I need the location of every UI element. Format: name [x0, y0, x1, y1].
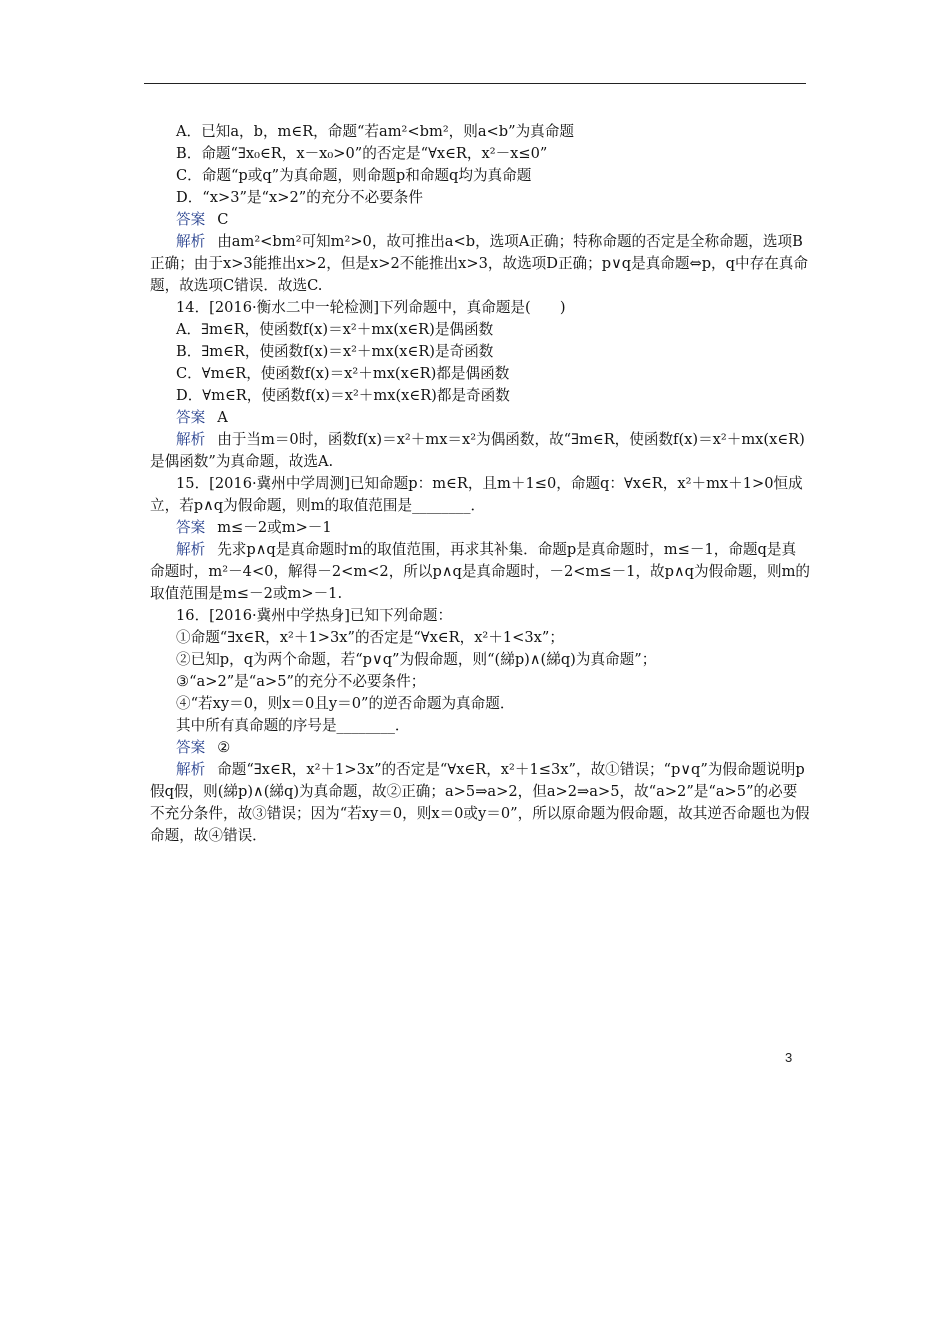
q16-answer	[150, 737, 810, 759]
answer-label: 答案	[176, 211, 206, 228]
q14-stem: 14．[2016·衡水二中一轮检测]下列命题中，真命题是( )	[176, 299, 566, 316]
page-number: 3	[785, 1050, 793, 1065]
q13-option-c: C．命题“p或q”为真命题，则命题p和命题q均为真命题	[176, 167, 532, 184]
q15-stem	[150, 473, 810, 517]
q15-explanation	[150, 539, 810, 605]
q13-option-d: D．“x>3”是“x>2”的充分不必要条件	[176, 189, 423, 206]
explanation-text: 命题“∃x∈R，x²＋1>3x”的否定是“∀x∈R，x²＋1≤3x”，故①错误；“p∨q”为假命题说明p假q假，则(綈p)∧(綈q)为真命题，故②正确；a>5⇒a>2，但a>2⇒a>5，故“a>2”是“a>5”的必要不充分条件，故③错误；因为“若xy＝0，则x＝0或y＝0”，所以原命题为假命题，故其逆否命题也为假命题，故④错误．	[150, 761, 810, 844]
q14-option-d: D．∀m∈R，使函数f(x)＝x²＋mx(x∈R)都是奇函数	[176, 387, 510, 404]
explanation-label: 解析	[176, 541, 206, 558]
q16-item-1: ①命题“∃x∈R，x²＋1>3x”的否定是“∀x∈R，x²＋1<3x”；	[176, 629, 564, 646]
q15-stem-text: 15．[2016·冀州中学周测]已知命题p：m∈R，且m＋1≤0，命题q：∀x∈R，x²＋mx＋1>0恒成立，若p∧q为假命题，则m的取值范围是________．	[150, 475, 803, 514]
q13-answer	[150, 209, 810, 231]
q16-explanation	[150, 759, 810, 847]
answer-label: 答案	[176, 409, 206, 426]
explanation-label: 解析	[176, 233, 206, 250]
q14-option-c: C．∀m∈R，使函数f(x)＝x²＋mx(x∈R)都是偶函数	[176, 365, 510, 382]
header-rule	[144, 83, 806, 84]
answer-value: C	[217, 211, 229, 228]
page-content	[150, 121, 810, 847]
q16-question: 其中所有真命题的序号是________．	[176, 717, 410, 734]
q13-option-b: B．命题“∃x₀∈R，x－x₀>0”的否定是“∀x∈R，x²－x≤0”	[176, 145, 548, 162]
q14-explanation	[150, 429, 810, 473]
explanation-text: 由于当m＝0时，函数f(x)＝x²＋mx＝x²为偶函数，故“∃m∈R，使函数f(x)＝x²＋mx(x∈R)是偶函数”为真命题，故选A.	[150, 431, 805, 470]
answer-value: ②	[217, 739, 231, 756]
answer-label: 答案	[176, 739, 206, 756]
explanation-text: 由am²<bm²可知m²>0，故可推出a<b，选项A正确；特称命题的否定是全称命题，选项B正确；由于x>3能推出x>2，但是x>2不能推出x>3，故选项D正确；p∨q是真命题⇔p，q中存在真命题，故选项C错误．故选C.	[150, 233, 808, 294]
q14-option-a: A．∃m∈R，使函数f(x)＝x²＋mx(x∈R)是偶函数	[176, 321, 494, 338]
explanation-label: 解析	[176, 431, 206, 448]
q13-option-a: A．已知a，b，m∈R，命题“若am²<bm²，则a<b”为真命题	[176, 123, 574, 140]
q13-explanation	[150, 231, 810, 297]
answer-label: 答案	[176, 519, 206, 536]
q15-answer	[150, 517, 810, 539]
answer-value: A	[217, 409, 228, 426]
q16-item-3: ③“a>2”是“a>5”的充分不必要条件；	[176, 673, 426, 690]
explanation-text: 先求p∧q是真命题时m的取值范围，再求其补集．命题p是真命题时，m≤－1，命题q是真命题时，m²－4<0，解得－2<m<2，所以p∧q是真命题时，－2<m≤－1，故p∧q为假命题，则m的取值范围是m≤－2或m>－1.	[150, 541, 811, 602]
q16-item-4: ④“若xy＝0，则x＝0且y＝0”的逆否命题为真命题．	[176, 695, 515, 712]
q16-item-2: ②已知p，q为两个命题，若“p∨q”为假命题，则“(綈p)∧(綈q)为真命题”；	[176, 651, 657, 668]
q16-stem: 16．[2016·冀州中学热身]已知下列命题：	[176, 607, 453, 624]
q14-answer	[150, 407, 810, 429]
answer-value: m≤－2或m>－1	[217, 519, 332, 536]
q14-option-b: B．∃m∈R，使函数f(x)＝x²＋mx(x∈R)是奇函数	[176, 343, 494, 360]
explanation-label: 解析	[176, 761, 206, 778]
